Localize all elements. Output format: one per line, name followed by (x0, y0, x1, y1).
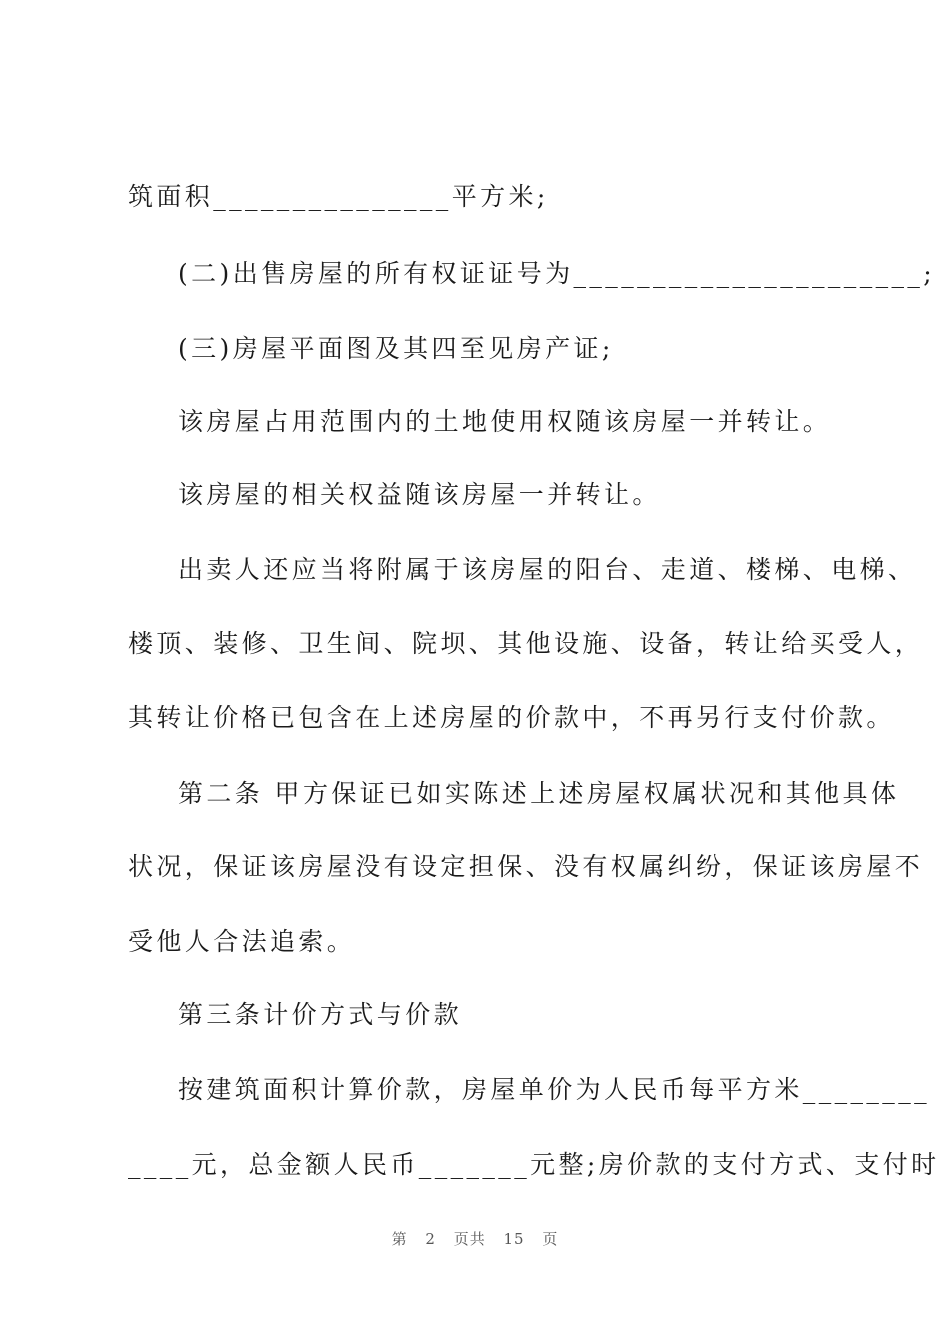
footer-suffix: 页 (542, 1230, 559, 1248)
paragraph-line: (三)房屋平面图及其四至见房产证; (178, 334, 614, 363)
footer-prefix: 第 (391, 1230, 408, 1248)
paragraph-line: ____元，总金额人民币_______元整;房价款的支付方式、支付时 (128, 1150, 940, 1179)
paragraph-line: 该房屋占用范围内的土地使用权随该房屋一并转让。 (178, 407, 832, 436)
paragraph-line: 状况，保证该房屋没有设定担保、没有权属纠纷，保证该房屋不 (128, 852, 924, 881)
paragraph-line: 筑面积_______________平方米; (128, 182, 549, 211)
footer-middle: 页共 (453, 1230, 486, 1248)
paragraph-line: 楼顶、装修、卫生间、院坝、其他设施、设备，转让给买受人， (128, 629, 924, 658)
paragraph-line: (二)出售房屋的所有权证证号为______________________; (178, 259, 936, 288)
footer-page-number: 2 (425, 1230, 436, 1248)
page-footer (0, 1228, 950, 1249)
paragraph-line: 该房屋的相关权益随该房屋一并转让。 (178, 480, 661, 509)
section-heading: 第三条计价方式与价款 (178, 1000, 463, 1029)
paragraph-line: 其转让价格已包含在上述房屋的价款中，不再另行支付价款。 (128, 703, 895, 732)
paragraph-line: 第二条 甲方保证已如实陈述上述房屋权属状况和其他具体 (178, 779, 900, 808)
paragraph-line: 按建筑面积计算价款，房屋单价为人民币每平方米________ (178, 1075, 931, 1104)
footer-total-pages: 15 (503, 1230, 525, 1248)
paragraph-line: 出卖人还应当将附属于该房屋的阳台、走道、楼梯、电梯、 (178, 555, 917, 584)
paragraph-line: 受他人合法追索。 (128, 927, 356, 956)
